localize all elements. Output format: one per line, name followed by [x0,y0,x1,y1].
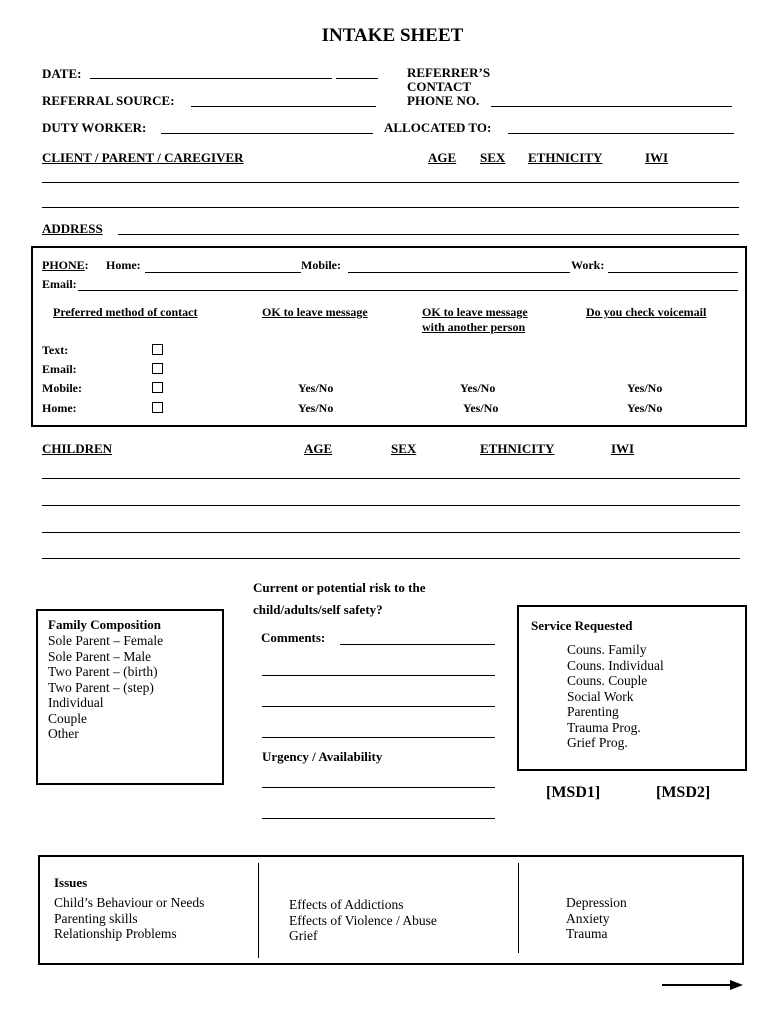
home-ok-message-other-choice[interactable]: Yes/No [463,401,499,415]
issue-option[interactable]: Effects of Addictions [289,897,404,912]
email-label: Email: [42,277,77,291]
date-field[interactable] [90,78,332,79]
children-heading: CHILDREN [42,441,113,456]
risk-question-line-2: child/adults/self safety? [253,602,383,617]
mobile-phone-field[interactable] [348,272,570,273]
text-contact-checkbox[interactable] [152,344,163,355]
family-option[interactable]: Individual [48,695,104,710]
referrer-contact-label: REFERRER’S [407,65,491,80]
issue-option[interactable]: Trauma [566,926,608,941]
home-contact-checkbox[interactable] [152,402,163,413]
family-option[interactable]: Sole Parent – Female [48,633,164,648]
family-composition-list [48,633,163,742]
service-option[interactable]: Grief Prog. [567,735,628,750]
msd1-label: [MSD1] [546,784,601,801]
mobile-ok-message-other-choice[interactable]: Yes/No [460,381,496,395]
duty-worker-label: DUTY WORKER: [42,120,147,135]
family-composition-box [36,609,224,785]
duty-worker-field[interactable] [161,133,373,134]
children-line-2[interactable] [42,505,740,506]
children-line-3[interactable] [42,532,740,533]
client-line-1[interactable] [42,182,739,183]
email-contact-label: Email: [42,362,77,376]
service-option[interactable]: Trauma Prog. [567,719,641,735]
issues-box [38,855,744,965]
issues-column-2 [289,897,437,944]
home-phone-label: Home: [106,258,141,272]
home-ok-message-choice[interactable]: Yes/No [298,401,334,415]
client-iwi-label: IWI [645,150,669,165]
address-label: ADDRESS [42,221,103,236]
allocated-to-label: ALLOCATED TO: [384,120,492,135]
issues-column-3 [566,895,627,942]
address-field[interactable] [118,234,739,235]
home-voicemail-choice[interactable]: Yes/No [627,401,663,415]
mobile-ok-message-choice[interactable]: Yes/No [298,381,334,395]
service-requested-list [567,642,664,751]
next-page-arrow-icon [660,978,744,992]
service-option[interactable]: Couns. Individual [567,657,664,673]
issue-option[interactable]: Parenting skills [54,910,138,926]
phone-no-field[interactable] [491,106,732,107]
mobile-contact-label: Mobile: [42,381,82,395]
issue-option[interactable]: Child’s Behaviour or Needs [54,895,205,910]
issues-title: Issues [54,875,88,890]
service-option[interactable]: Couns. Couple [567,673,648,688]
referrer-contact-label-2: CONTACT [407,79,472,94]
mobile-phone-label: Mobile: [301,258,341,272]
family-option[interactable]: Other [48,726,79,741]
phone-contact-box [31,246,747,427]
family-composition-title: Family Composition [48,617,162,632]
ok-leave-message-other-heading: OK to leave message [422,305,528,319]
date-field-extra[interactable] [336,78,378,79]
comments-field-3[interactable] [262,706,495,707]
date-label: DATE: [42,66,82,81]
mobile-contact-checkbox[interactable] [152,382,163,393]
allocated-to-field[interactable] [508,133,734,134]
service-option[interactable]: Parenting [567,704,619,719]
issue-option[interactable]: Grief [289,928,318,943]
comments-field-1[interactable] [340,644,495,645]
ok-leave-message-heading: OK to leave message [262,305,368,319]
ok-leave-message-other-heading-2: with another person [422,320,526,334]
issues-divider-1 [258,863,259,958]
issue-option[interactable]: Effects of Violence / Abuse [289,912,437,928]
referral-source-label: REFERRAL SOURCE: [42,93,175,108]
comments-field-2[interactable] [262,675,495,676]
referral-source-field[interactable] [191,106,376,107]
service-requested-box [517,605,747,771]
issue-option[interactable]: Depression [566,895,627,910]
family-option[interactable]: Sole Parent – Male [48,648,152,664]
children-line-1[interactable] [42,478,740,479]
text-contact-label: Text: [42,343,69,357]
page-title: INTAKE SHEET [321,25,464,46]
phone-no-label: PHONE NO. [407,93,480,108]
urgency-field-2[interactable] [262,818,495,819]
children-sex-label: SEX [391,441,417,456]
preferred-method-heading: Preferred method of contact [53,305,198,319]
comments-label: Comments: [261,630,326,645]
children-ethnicity-label: ETHNICITY [480,441,555,456]
urgency-label: Urgency / Availability [262,749,383,764]
risk-question-line-1: Current or potential risk to the [253,580,426,595]
client-heading: CLIENT / PARENT / CAREGIVER [42,150,244,165]
home-phone-field[interactable] [145,272,301,273]
check-voicemail-heading: Do you check voicemail [586,305,707,319]
urgency-field-1[interactable] [262,787,495,788]
issues-column-1 [54,895,204,942]
email-contact-checkbox[interactable] [152,363,163,374]
service-requested-title: Service Requested [531,618,633,633]
service-option[interactable]: Couns. Family [567,642,647,657]
comments-field-4[interactable] [262,737,495,738]
phone-label: PHONE: [42,258,89,272]
issue-option[interactable]: Relationship Problems [54,926,177,941]
home-contact-label: Home: [42,401,77,415]
email-field[interactable] [78,290,738,291]
children-age-label: AGE [304,441,333,456]
client-ethnicity-label: ETHNICITY [528,150,603,165]
children-line-4[interactable] [42,558,740,559]
client-sex-label: SEX [480,150,506,165]
client-line-2[interactable] [42,207,739,208]
family-option[interactable]: Couple [48,710,87,726]
mobile-voicemail-choice[interactable]: Yes/No [627,381,663,395]
issues-divider-2 [518,863,519,953]
work-phone-label: Work: [571,258,605,272]
client-age-label: AGE [428,150,457,165]
children-iwi-label: IWI [611,441,635,456]
msd2-label: [MSD2] [656,784,711,801]
service-option[interactable]: Social Work [567,688,634,704]
family-option[interactable]: Two Parent – (birth) [48,664,158,679]
family-option[interactable]: Two Parent – (step) [48,679,154,695]
work-phone-field[interactable] [608,272,738,273]
issue-option[interactable]: Anxiety [566,910,610,926]
